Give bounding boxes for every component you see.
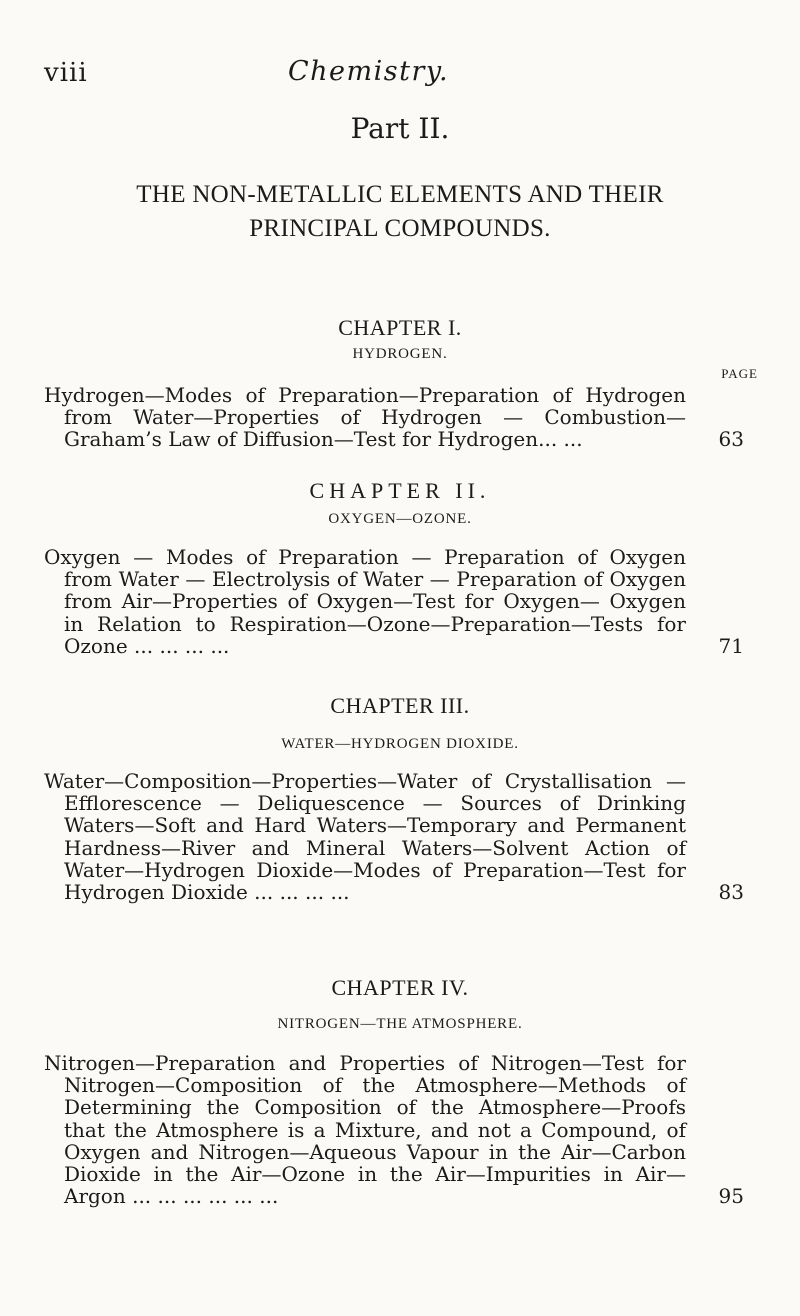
page-folio: viii xyxy=(44,58,88,88)
chapter-4-entry xyxy=(44,1052,744,1207)
chapter-1-page: 63 xyxy=(718,427,744,452)
chapter-4-contents: Nitrogen—Preparation and Properties of Nitrogen—Test for Nitrogen—Composition of the Atmosphere—Methods of Determining the Composition of the Atmosphere—Proofs that the Atmosphere is a Mixture, and not a Compound, of Oxygen and Nitrogen—Aqueous Vapour in the Air—Carbon Dioxide in the Air—Ozone in the Air—Impurities in Air—Argon ... ... ... ... ... ... xyxy=(44,1051,686,1209)
section-title-line-1: THE NON-METALLIC ELEMENTS AND THEIR xyxy=(136,181,664,208)
chapter-2-entry xyxy=(44,546,744,657)
running-title: Chemistry. xyxy=(288,56,450,87)
chapter-4-heading: CHAPTER IV. xyxy=(331,975,469,1000)
chapter-3-heading: CHAPTER III. xyxy=(330,693,470,718)
chapter-2-subheading: OXYGEN—OZONE. xyxy=(328,511,472,527)
chapter-3-subheading: WATER—HYDROGEN DIOXIDE. xyxy=(281,736,519,752)
chapter-3-page: 83 xyxy=(718,880,744,905)
part-title: Part II. xyxy=(350,112,450,145)
chapter-4-subheading: NITROGEN—THE ATMOSPHERE. xyxy=(277,1016,523,1032)
chapter-1-subheading: HYDROGEN. xyxy=(352,346,448,362)
chapter-2-page: 71 xyxy=(718,633,744,658)
chapter-3-contents: Water—Composition—Properties—Water of Crystallisation — Efflorescence — Deliquescence — Sources of Drinking Waters—Soft and Hard Waters—Temporary and Permanent Hardness—River and Mineral Waters—Solvent Action of Water—Hydrogen Dioxide—Modes of Preparation—Test for Hydrogen Dioxide ... ... ... ... xyxy=(44,769,686,905)
chapter-3-entry xyxy=(44,770,744,903)
chapter-1-contents: Hydrogen—Modes of Preparation—Preparation of Hydrogen from Water—Properties of Hydrogen — Combustion—Graham’s Law of Diffusion—Test for Hydrogen... ... xyxy=(44,383,686,452)
chapter-2-contents: Oxygen — Modes of Preparation — Preparation of Oxygen from Water — Electrolysis of Water — Preparation of Oxygen from Air—Properties of Oxygen—Test for Oxygen— Oxygen in Relation to Respiration—Ozone—Preparation—Tests for Ozone ... ... ... ... xyxy=(44,545,686,658)
page-column-label: PAGE xyxy=(721,366,758,381)
section-title-line-2: PRINCIPAL COMPOUNDS. xyxy=(249,215,551,242)
section-title xyxy=(0,178,800,246)
chapter-4-page: 95 xyxy=(718,1184,744,1209)
chapter-2-heading: CHAPTER II. xyxy=(309,478,491,503)
chapter-1-entry xyxy=(44,384,744,451)
chapter-1-heading: CHAPTER I. xyxy=(338,315,462,340)
running-header xyxy=(44,58,756,98)
